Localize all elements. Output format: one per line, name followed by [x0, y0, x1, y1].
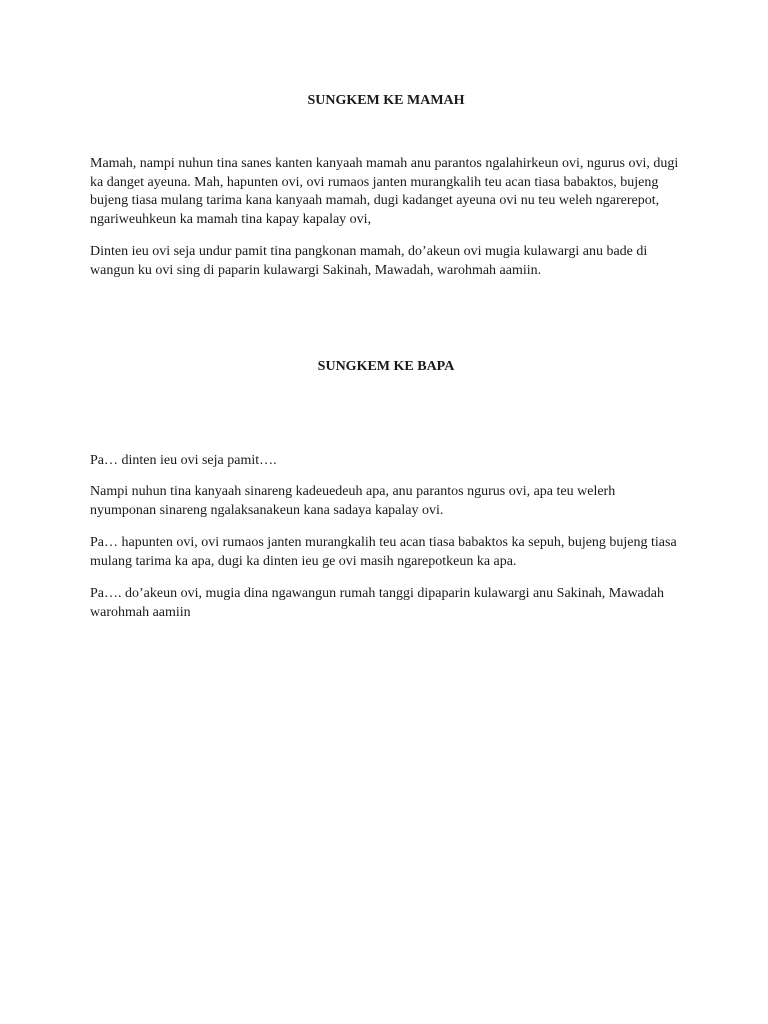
- paragraph-mamah-2: Dinten ieu ovi seja undur pamit tina pangkonan mamah, do’akeun ovi mugia kulawargi anu bade di wangun ku ovi sing di paparin kulawargi Sakinah, Mawadah, warohmah aamiin.: [90, 244, 648, 278]
- paragraph-mamah-1: Mamah, nampi nuhun tina sanes kanten kanyaah mamah anu parantos ngalahirkeun ovi, ngurus ovi, dugi ka danget ayeuna. Mah, hapunten ovi, ovi rumaos janten murangkalih teu acan tiasa babaktos, bujeng bujeng tiasa mulang tarima kana kanyaah mamah, dugi kadanget ayeuna ovi nu teu weleh ngarerepot, ngariweuhkeun ka mamah tina kapay kapalay ovi,: [90, 156, 679, 227]
- paragraph-bapa-1: Pa… dinten ieu ovi seja pamit….: [90, 453, 277, 468]
- paragraph-bapa-2: Nampi nuhun tina kanyaah sinareng kadeuedeuh apa, anu parantos ngurus ovi, apa teu welerh nyumponan sinareng ngalaksanakeun kana sadaya kapalay ovi.: [90, 484, 616, 518]
- section-title-bapa: SUNGKEM KE BAPA: [317, 359, 455, 374]
- paragraph-bapa-3: Pa… hapunten ovi, ovi rumaos janten murangkalih teu acan tiasa babaktos ka sepuh, bujeng bujeng tiasa mulang tarima ka apa, dugi ka dinten ieu ge ovi masih ngarepotkeun ka apa.: [90, 535, 677, 569]
- section-title-mamah: SUNGKEM KE MAMAH: [307, 93, 465, 108]
- paragraph-bapa-4: Pa…. do’akeun ovi, mugia dina ngawangun rumah tanggi dipaparin kulawargi anu Sakinah, Mawadah warohmah aamiin: [90, 586, 664, 620]
